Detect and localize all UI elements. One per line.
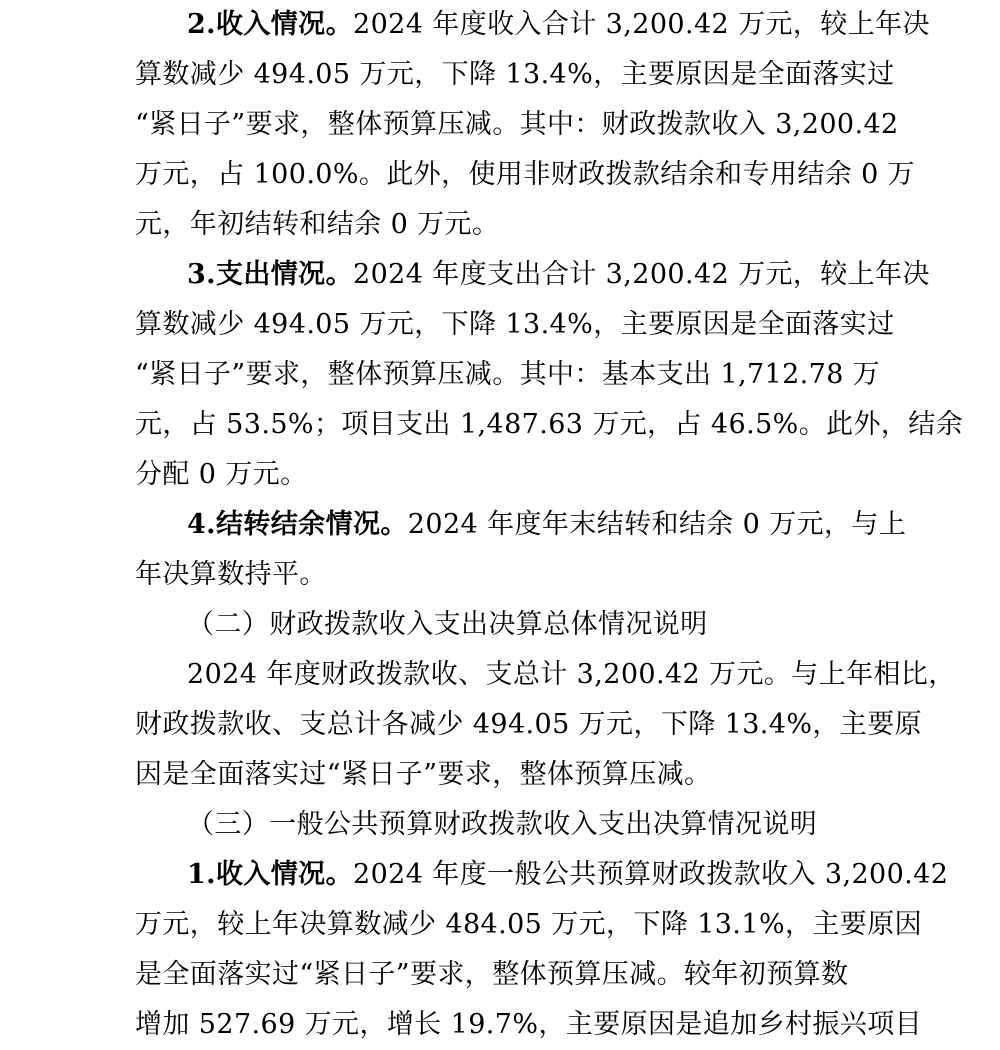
paragraph-line: 2024 年度财政拨款收、支总计 3,200.42 万元。与上年相比，	[187, 659, 956, 690]
paragraph-line: 1.收入情况。2024 年度一般公共预算财政拨款收入 3,200.42	[187, 859, 949, 890]
paragraph-line: 年决算数持平。	[135, 559, 327, 590]
paragraph-line: 增加 527.69 万元，增长 19.7%，主要原因是追加乡村振兴项目	[135, 1009, 922, 1040]
section-heading: 1.收入情况。	[187, 859, 353, 890]
paragraph-line: 万元，占 100.0%。此外，使用非财政拨款结余和专用结余 0 万	[135, 159, 916, 190]
section-heading: 4.结转结余情况。	[187, 509, 408, 540]
paragraph-line: 因是全面落实过“紧日子”要求，整体预算压减。	[135, 759, 712, 790]
paragraph-line: 财政拨款收、支总计各减少 494.05 万元，下降 13.4%，主要原	[135, 709, 922, 740]
paragraph-line: 万元，较上年决算数减少 484.05 万元，下降 13.1%，主要原因	[135, 909, 922, 940]
paragraph-line: “紧日子”要求，整体预算压减。其中：财政拨款收入 3,200.42	[135, 109, 899, 140]
subsection-title: （三）一般公共预算财政拨款收入支出决算情况说明	[187, 809, 818, 840]
paragraph-line: 元，占 53.5%；项目支出 1,487.63 万元，占 46.5%。此外，结余	[135, 409, 964, 440]
paragraph-line: 算数减少 494.05 万元，下降 13.4%，主要原因是全面落实过	[135, 309, 895, 340]
section-heading: 2.收入情况。	[187, 9, 353, 40]
paragraph-line: 2.收入情况。2024 年度收入合计 3,200.42 万元，较上年决	[187, 9, 930, 40]
paragraph-line: 4.结转结余情况。2024 年度年末结转和结余 0 万元，与上	[187, 509, 907, 540]
paragraph-line: 分配 0 万元。	[135, 459, 308, 490]
section-heading: 3.支出情况。	[187, 259, 353, 290]
paragraph-line: “紧日子”要求，整体预算压减。其中：基本支出 1,712.78 万	[135, 359, 881, 390]
paragraph-line: 3.支出情况。2024 年度支出合计 3,200.42 万元，较上年决	[187, 259, 930, 290]
paragraph-line: 元，年初结转和结余 0 万元。	[135, 209, 500, 240]
paragraph-line: 算数减少 494.05 万元，下降 13.4%，主要原因是全面落实过	[135, 59, 895, 90]
paragraph-line: 是全面落实过“紧日子”要求，整体预算压减。较年初预算数	[135, 959, 849, 990]
subsection-title: （二）财政拨款收入支出决算总体情况说明	[187, 609, 708, 640]
